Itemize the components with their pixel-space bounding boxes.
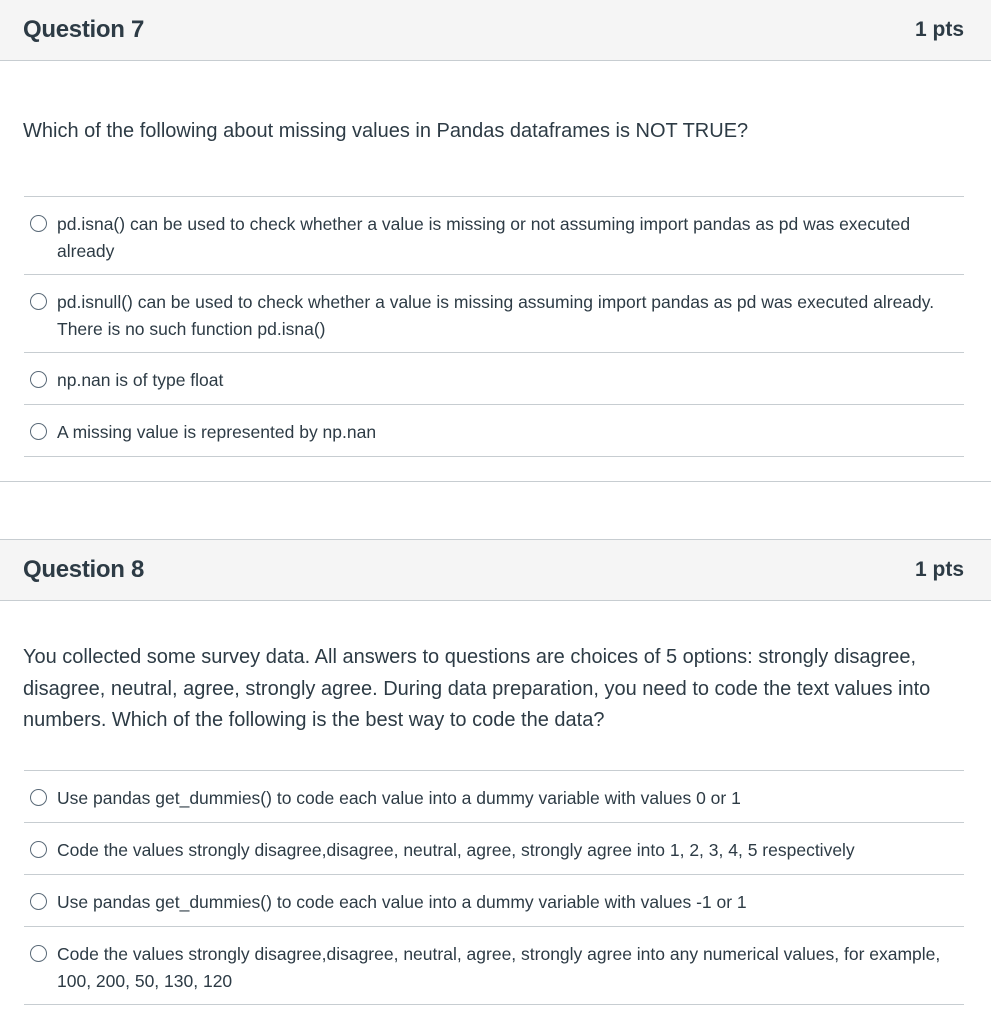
- answer-label: pd.isna() can be used to check whether a value is missing or not assuming import pandas as pd was executed already: [57, 214, 911, 261]
- question-title: Question 8: [23, 556, 145, 583]
- question-header: [0, 540, 991, 601]
- question-text: You collected some survey data. All answers to questions are choices of 5 options: strongly disagree, disagree, neutral, agree, strongly agree. During data preparation, you need to code the text values into numbers. Which of the following is the best way to code the data?: [23, 646, 931, 731]
- question-points: 1 pts: [914, 18, 964, 41]
- answer-label: np.nan is of type float: [57, 370, 224, 390]
- answer-label: Use pandas get_dummies() to code each value into a dummy variable with values -1 or 1: [57, 892, 747, 912]
- radio-button-icon[interactable]: [30, 423, 47, 440]
- question-7: [0, 0, 991, 482]
- question-8: [0, 539, 991, 1024]
- question-title: Question 7: [23, 16, 145, 43]
- question-text: Which of the following about missing values in Pandas dataframes is NOT TRUE?: [23, 120, 749, 142]
- answer-option[interactable]: [24, 771, 964, 823]
- question-header: [0, 0, 991, 61]
- radio-button-icon[interactable]: [30, 945, 47, 962]
- answer-label: Code the values strongly disagree,disagree, neutral, agree, strongly agree into 1, 2, 3, 4, 5 respectively: [57, 840, 855, 860]
- answer-label: Use pandas get_dummies() to code each value into a dummy variable with values 0 or 1: [57, 788, 741, 808]
- answer-option[interactable]: [24, 197, 964, 275]
- answer-list: [24, 770, 964, 1005]
- answer-label: A missing value is represented by np.nan: [57, 422, 377, 442]
- radio-button-icon[interactable]: [30, 293, 47, 310]
- answer-option[interactable]: [24, 275, 964, 353]
- answer-option[interactable]: [24, 823, 964, 875]
- radio-button-icon[interactable]: [30, 893, 47, 910]
- answer-option[interactable]: [24, 927, 964, 1005]
- question-points: 1 pts: [914, 558, 964, 581]
- radio-button-icon[interactable]: [30, 215, 47, 232]
- radio-button-icon[interactable]: [30, 789, 47, 806]
- radio-button-icon[interactable]: [30, 841, 47, 858]
- answer-option[interactable]: [24, 353, 964, 405]
- answer-option[interactable]: [24, 875, 964, 927]
- answer-label: pd.isnull() can be used to check whether a value is missing assuming import pandas as pd was executed already. There is no such function pd.isna(): [57, 292, 935, 339]
- radio-button-icon[interactable]: [30, 371, 47, 388]
- answer-option[interactable]: [24, 405, 964, 457]
- answer-label: Code the values strongly disagree,disagree, neutral, agree, strongly agree into any numerical values, for example, 100, 200, 50, 130, 120: [57, 944, 941, 991]
- answer-list: [24, 196, 964, 457]
